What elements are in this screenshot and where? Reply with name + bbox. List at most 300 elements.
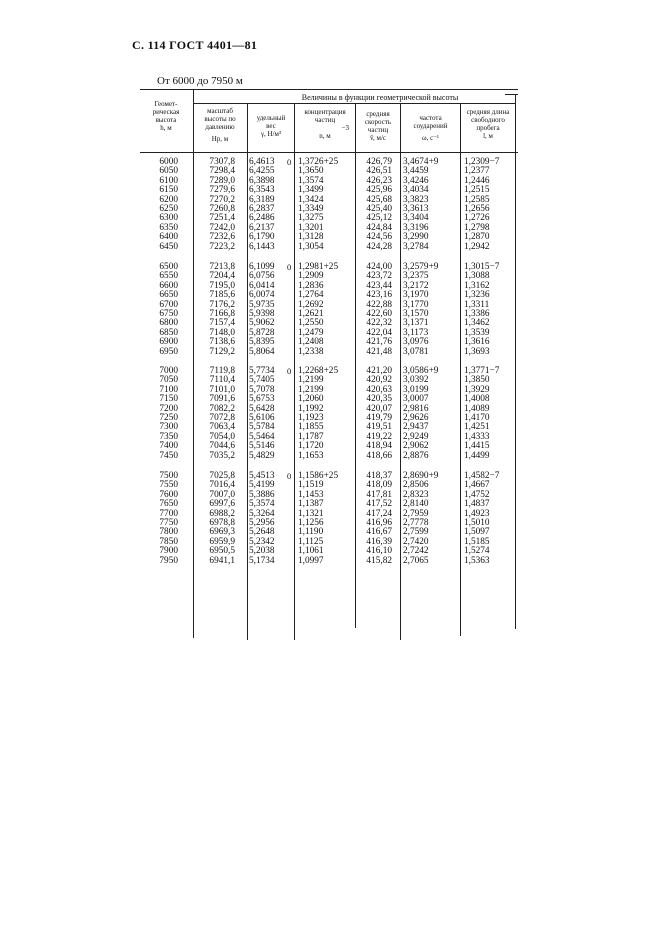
table-cell-l: 1,3850 (464, 375, 490, 386)
table-cell-v: 424,00 (366, 262, 392, 272)
table-cell-v: 425,96 (366, 185, 392, 196)
table-cell-h: 6650 (159, 290, 178, 301)
table-cell-gamma: 5,3574 (249, 499, 275, 510)
table-cell-gamma: 6,1790 (249, 232, 275, 243)
table-cell-l: 1,3386 (464, 309, 490, 319)
table-cell-gamma: 5,7405 (249, 375, 275, 386)
table-cell-gamma: 6,3898 (249, 175, 275, 186)
table-cell-omega: 3,2990 (403, 232, 429, 243)
table-cell-h: 6850 (159, 327, 178, 338)
col-header-h-symbol: h, м (160, 124, 172, 132)
table-cell-h: 7900 (159, 546, 178, 557)
table-cell-gamma: 5,5784 (249, 422, 275, 433)
table-cell-l: 1,5363 (464, 555, 490, 566)
table-cell-hp: 7072,8 (209, 413, 235, 423)
table-cell-gamma: 5,2342 (249, 536, 275, 547)
table-cell-hp: 7279,6 (209, 185, 235, 196)
col-header-v-symbol: v̄, м/с (369, 134, 387, 142)
table-cell-omega: 3,1570 (403, 309, 429, 319)
table-cell-n: 1,1387 (298, 499, 324, 510)
table-cell-v: 416,67 (366, 527, 392, 538)
col-header-l-line3: пробега (476, 124, 500, 132)
table-cell-hp: 7091,6 (209, 394, 235, 405)
table-cell-h: 6950 (159, 346, 178, 357)
table-cell-v: 423,72 (366, 271, 392, 282)
table-cell-omega: 3,3196 (403, 222, 429, 233)
range-title: От 6000 до 7950 м (157, 75, 243, 87)
table-cell-gamma: 5,2648 (249, 527, 275, 538)
table-cell-hp: 7025,8 (209, 471, 235, 481)
table-cell-l: 1,2515 (464, 185, 490, 196)
table-cell-hp: 7204,4 (209, 271, 235, 282)
table-cell-n: 1,2408 (298, 337, 324, 348)
table-cell-v: 420,63 (366, 384, 392, 395)
table-cell-h: 7700 (159, 508, 178, 519)
col-header-omega-line2: соударений (413, 122, 448, 130)
table-cell-omega: 2,9626 (403, 413, 429, 423)
table-cell-n: 1,2909 (298, 271, 324, 282)
table-cell-n: 1,0997 (298, 555, 324, 566)
table-cell-omega: 2,9249 (403, 431, 429, 442)
col-divider-6 (460, 103, 461, 636)
table-cell-hp: 7110,4 (209, 375, 235, 386)
table-cell-hp: 7289,0 (209, 175, 235, 186)
table-cell-l: 1,2585 (464, 194, 490, 205)
table-cell-gamma: 6,0414 (249, 280, 275, 291)
table-cell-h: 6900 (159, 337, 178, 348)
table-cell-v: 418,37 (366, 471, 392, 481)
table-cell-l: 1,5097 (464, 527, 490, 538)
col-header-gamma-symbol: γ, Н/м³ (260, 130, 282, 138)
table-cell-n: 1,2060 (298, 394, 324, 405)
col-header-v (356, 110, 400, 142)
table-cell-h: 7400 (159, 441, 178, 452)
table-cell-h: 6150 (159, 185, 178, 196)
table-cell-n: 1,3349 (298, 204, 324, 214)
table-cell-hp: 7213,8 (209, 262, 235, 272)
table-cell-l: 1,4089 (464, 403, 490, 414)
table-cell-gamma: 5,5146 (249, 441, 275, 452)
table-cell-hp: 6997,6 (209, 499, 235, 510)
table-cell-gamma: 5,8728 (249, 327, 275, 338)
table-cell-h: 7300 (159, 422, 178, 433)
table-cell-hp: 7270,2 (209, 194, 235, 205)
table-cell-omega: 2,9062 (403, 441, 429, 452)
table-cell-v: 425,40 (366, 204, 392, 214)
table-cell-v: 424,84 (366, 222, 392, 233)
header-bottom-rule (140, 152, 518, 153)
table-cell-hp: 7232,6 (209, 232, 235, 243)
table-cell-gamma: 5,8064 (249, 346, 275, 357)
table-cell-v: 425,68 (366, 194, 392, 205)
col-header-h-line3: высота (155, 116, 177, 124)
gamma-exponent: 0 (287, 366, 292, 376)
table-cell-l: 1,3015−7 (464, 262, 500, 272)
col-divider-5 (400, 103, 401, 640)
table-cell-omega: 2,9816 (403, 403, 429, 414)
table-cell-v: 417,52 (366, 499, 392, 510)
table-cell-n: 1,1453 (298, 489, 324, 500)
table-cell-v: 420,35 (366, 394, 392, 405)
table-cell-v: 418,09 (366, 480, 392, 491)
table-cell-l: 1,2942 (464, 241, 490, 252)
table-cell-v: 426,51 (366, 166, 392, 177)
table-cell-l: 1,5010 (464, 518, 490, 528)
table-cell-hp: 7016,4 (209, 480, 235, 491)
table-cell-n: 1,1321 (298, 508, 324, 519)
table-cell-n: 1,3128 (298, 232, 324, 243)
table-cell-v: 419,51 (366, 422, 392, 433)
col-header-h (140, 100, 192, 132)
col-header-l-symbol: l, м (483, 132, 493, 140)
table-cell-v: 422,60 (366, 309, 392, 319)
table-cell-l: 1,5274 (464, 546, 490, 557)
table-cell-gamma: 6,2486 (249, 213, 275, 224)
col-header-h-line1: Геомет- (154, 100, 178, 108)
table-cell-gamma: 6,4255 (249, 166, 275, 177)
table-cell-hp: 6988,2 (209, 508, 235, 519)
table-cell-gamma: 5,4513 (249, 471, 275, 481)
table-cell-l: 1,4752 (464, 489, 490, 500)
table-cell-omega: 3,0586+9 (403, 366, 439, 376)
table-cell-h: 6750 (159, 309, 178, 319)
table-cell-l: 1,4415 (464, 441, 490, 452)
table-cell-n: 1,1653 (298, 450, 324, 461)
table-cell-hp: 7129,2 (209, 346, 235, 357)
col-header-n-line2: частиц (314, 116, 336, 124)
col-header-l-line1: средняя длина (466, 108, 510, 116)
table-cell-gamma: 5,5464 (249, 431, 275, 442)
table-cell-omega: 3,0976 (403, 337, 429, 348)
col-header-n-line1: концентрация (304, 108, 346, 116)
table-cell-n: 1,2764 (298, 290, 324, 301)
table-cell-gamma: 6,1099 (249, 262, 275, 272)
table-cell-omega: 2,9437 (403, 422, 429, 433)
table-cell-gamma: 5,9398 (249, 309, 275, 319)
group-header: Величины в функции геометрической высоты (301, 93, 459, 102)
gamma-exponent: 0 (287, 471, 292, 481)
table-cell-l: 1,2726 (464, 213, 490, 224)
table-cell-hp: 7082,2 (209, 403, 235, 414)
table-cell-l: 1,3539 (464, 327, 490, 338)
table-cell-l: 1,4499 (464, 450, 490, 461)
table-cell-h: 7750 (159, 518, 178, 528)
table-cell-l: 1,5185 (464, 536, 490, 547)
table-cell-v: 421,20 (366, 366, 392, 376)
table-cell-gamma: 5,3886 (249, 489, 275, 500)
table-cell-v: 424,28 (366, 241, 392, 252)
table-cell-h: 7000 (159, 366, 178, 376)
col-header-omega-line1: частота (419, 114, 442, 122)
table-cell-h: 6200 (159, 194, 178, 205)
table-cell-l: 1,4251 (464, 422, 490, 433)
table-cell-hp: 7185,6 (209, 290, 235, 301)
table-cell-hp: 7166,8 (209, 309, 235, 319)
table-cell-gamma: 6,3543 (249, 185, 275, 196)
col-divider-7 (515, 94, 516, 629)
table-cell-omega: 3,2579+9 (403, 262, 439, 272)
table-cell-omega: 2,7599 (403, 527, 429, 538)
table-cell-l: 1,3162 (464, 280, 490, 291)
table-cell-n: 1,2199 (298, 384, 324, 395)
table-cell-n: 1,1923 (298, 413, 324, 423)
table-cell-v: 420,07 (366, 403, 392, 414)
table-cell-hp: 6978,8 (209, 518, 235, 528)
col-header-gamma-line2: вес (266, 122, 276, 130)
table-cell-v: 417,24 (366, 508, 392, 519)
table-cell-v: 426,23 (366, 175, 392, 186)
table-cell-h: 7150 (159, 394, 178, 405)
table-cell-omega: 2,8140 (403, 499, 429, 510)
col-header-v-line1: средняя (366, 110, 390, 118)
table-cell-gamma: 5,2956 (249, 518, 275, 528)
table-cell-h: 6000 (159, 157, 178, 167)
table-cell-n: 1,1720 (298, 441, 324, 452)
table-cell-n: 1,1519 (298, 480, 324, 491)
table-cell-hp: 7298,4 (209, 166, 235, 177)
table-cell-n: 1,2338 (298, 346, 324, 357)
table-cell-l: 1,2870 (464, 232, 490, 243)
table-cell-omega: 2,7778 (403, 518, 429, 528)
col-header-hp (194, 107, 246, 143)
table-cell-n: 1,2836 (298, 280, 324, 291)
table-cell-gamma: 6,2837 (249, 204, 275, 214)
table-cell-hp: 7176,2 (209, 299, 235, 310)
table-cell-gamma: 6,2137 (249, 222, 275, 233)
col-divider-2 (247, 103, 248, 640)
table-cell-gamma: 5,4199 (249, 480, 275, 491)
table-cell-hp: 7101,0 (209, 384, 235, 395)
table-cell-gamma: 5,1734 (249, 555, 275, 566)
table-cell-n: 1,2268+25 (298, 366, 339, 376)
table-cell-omega: 3,0199 (403, 384, 429, 395)
col-header-v-line3: частиц (367, 126, 389, 134)
table-cell-gamma: 5,8395 (249, 337, 275, 348)
table-cell-hp: 7044,6 (209, 441, 235, 452)
table-cell-omega: 2,8506 (403, 480, 429, 491)
table-cell-gamma: 6,3189 (249, 194, 275, 205)
table-cell-omega: 3,2172 (403, 280, 429, 291)
table-cell-n: 1,3054 (298, 241, 324, 252)
table-cell-v: 424,56 (366, 232, 392, 243)
table-cell-h: 6400 (159, 232, 178, 243)
table-cell-n: 1,2479 (298, 327, 324, 338)
table-cell-l: 1,3693 (464, 346, 490, 357)
table-cell-omega: 3,4034 (403, 185, 429, 196)
table-cell-l: 1,3616 (464, 337, 490, 348)
table-cell-hp: 7148,0 (209, 327, 235, 338)
table-cell-gamma: 6,1443 (249, 241, 275, 252)
table-cell-omega: 3,3404 (403, 213, 429, 224)
col-header-gamma (248, 114, 294, 138)
table-cell-v: 418,94 (366, 441, 392, 452)
table-cell-n: 1,2199 (298, 375, 324, 386)
page-header: С. 114 ГОСТ 4401—81 (132, 38, 258, 52)
table-cell-h: 7500 (159, 471, 178, 481)
table-cell-n: 1,1061 (298, 546, 324, 557)
table-cell-v: 418,66 (366, 450, 392, 461)
table-cell-h: 6600 (159, 280, 178, 291)
table-cell-n: 1,1125 (298, 536, 324, 547)
table-cell-gamma: 5,9062 (249, 318, 275, 329)
table-cell-n: 1,2550 (298, 318, 324, 329)
table-cell-gamma: 5,3264 (249, 508, 275, 519)
table-cell-v: 421,76 (366, 337, 392, 348)
table-cell-h: 7100 (159, 384, 178, 395)
table-cell-hp: 7138,6 (209, 337, 235, 348)
table-cell-h: 6700 (159, 299, 178, 310)
table-cell-n: 1,3424 (298, 194, 324, 205)
table-cell-omega: 3,3613 (403, 204, 429, 214)
table-cell-omega: 2,7242 (403, 546, 429, 557)
table-cell-n: 1,1992 (298, 403, 324, 414)
table-cell-omega: 2,8690+9 (403, 471, 439, 481)
table-cell-n: 1,3201 (298, 222, 324, 233)
table-cell-v: 422,88 (366, 299, 392, 310)
table-cell-h: 7650 (159, 499, 178, 510)
table-cell-n: 1,1256 (298, 518, 324, 528)
table-cell-hp: 6959,9 (209, 536, 235, 547)
table-cell-l: 1,4667 (464, 480, 490, 491)
table-cell-omega: 3,4674+9 (403, 157, 439, 167)
table-cell-l: 1,2446 (464, 175, 490, 186)
table-cell-hp: 7307,8 (209, 157, 235, 167)
table-cell-n: 1,1190 (298, 527, 324, 538)
table-cell-omega: 2,7065 (403, 555, 429, 566)
col-header-n (295, 108, 355, 140)
table-cell-hp: 6941,1 (209, 555, 235, 566)
table-cell-l: 1,3088 (464, 271, 490, 282)
table-cell-l: 1,4008 (464, 394, 490, 405)
col-divider-1 (193, 89, 194, 638)
table-cell-h: 7600 (159, 489, 178, 500)
table-cell-gamma: 5,6753 (249, 394, 275, 405)
table-cell-hp: 7007,0 (209, 489, 235, 500)
gamma-exponent: 0 (287, 157, 292, 167)
table-cell-v: 422,04 (366, 327, 392, 338)
table-cell-gamma: 6,4613 (249, 157, 275, 167)
table-cell-v: 416,39 (366, 536, 392, 547)
table-cell-hp: 6950,5 (209, 546, 235, 557)
table-cell-n: 1,3650 (298, 166, 324, 177)
table-cell-v: 425,12 (366, 213, 392, 224)
table-cell-omega: 3,4459 (403, 166, 429, 177)
col-header-n-symbol: n, м (319, 132, 331, 140)
table-cell-v: 417,81 (366, 489, 392, 500)
table-cell-omega: 3,1371 (403, 318, 429, 329)
col-header-omega-symbol: ω, с⁻¹ (421, 134, 439, 142)
col-header-gamma-line1: удельный (256, 114, 286, 122)
table-cell-v: 416,96 (366, 518, 392, 528)
table-cell-hp: 7242,0 (209, 222, 235, 233)
group-header-rule (193, 103, 515, 104)
table-cell-omega: 3,3823 (403, 194, 429, 205)
table-cell-n: 1,1586+25 (298, 471, 339, 481)
table-cell-l: 1,2798 (464, 222, 490, 233)
table-cell-l: 1,4170 (464, 413, 490, 423)
table-cell-n: 1,3574 (298, 175, 324, 186)
table-cell-omega: 3,0781 (403, 346, 429, 357)
table-cell-omega: 3,1173 (403, 327, 429, 338)
table-cell-h: 6800 (159, 318, 178, 329)
table-cell-h: 7450 (159, 450, 178, 461)
table-cell-l: 1,4333 (464, 431, 490, 442)
col-header-omega (401, 114, 460, 142)
table-cell-h: 6250 (159, 204, 178, 214)
table-cell-gamma: 6,0074 (249, 290, 275, 301)
table-cell-omega: 3,0007 (403, 394, 429, 405)
table-cell-h: 7850 (159, 536, 178, 547)
col-header-l (461, 108, 515, 140)
table-cell-n: 1,1787 (298, 431, 324, 442)
table-cell-omega: 2,7959 (403, 508, 429, 519)
table-cell-h: 6300 (159, 213, 178, 224)
table-cell-n: 1,2621 (298, 309, 324, 319)
table-cell-hp: 7157,4 (209, 318, 235, 329)
table-cell-hp: 7223,2 (209, 241, 235, 252)
table-cell-l: 1,2309−7 (464, 157, 500, 167)
table-cell-v: 415,82 (366, 555, 392, 566)
table-cell-hp: 7260,8 (209, 204, 235, 214)
table-cell-l: 1,2656 (464, 204, 490, 214)
table-cell-v: 419,22 (366, 431, 392, 442)
table-cell-v: 426,79 (366, 157, 392, 167)
table-cell-v: 421,48 (366, 346, 392, 357)
table-cell-gamma: 5,6106 (249, 413, 275, 423)
table-cell-n: 1,3275 (298, 213, 324, 224)
table-cell-gamma: 6,0756 (249, 271, 275, 282)
table-cell-h: 7050 (159, 375, 178, 386)
table-cell-h: 6550 (159, 271, 178, 282)
gamma-exponent: 0 (287, 262, 292, 272)
table-cell-omega: 3,2375 (403, 271, 429, 282)
table-cell-omega: 2,8876 (403, 450, 429, 461)
table-cell-v: 423,16 (366, 290, 392, 301)
table-cell-l: 1,3929 (464, 384, 490, 395)
table-cell-h: 6350 (159, 222, 178, 233)
table-cell-h: 7950 (159, 555, 178, 566)
col-header-hp-symbol: Hp, м (211, 135, 229, 143)
table-cell-hp: 7195,0 (209, 280, 235, 291)
table-cell-h: 7250 (159, 413, 178, 423)
col-divider-3 (294, 103, 295, 640)
col-header-hp-line3: давлению (205, 123, 235, 131)
table-cell-gamma: 5,7078 (249, 384, 275, 395)
table-cell-hp: 7054,0 (209, 431, 235, 442)
table-cell-hp: 6969,3 (209, 527, 235, 538)
table-cell-l: 1,2377 (464, 166, 490, 177)
table-cell-omega: 3,0392 (403, 375, 429, 386)
table-cell-hp: 7035,2 (209, 450, 235, 461)
table-cell-gamma: 5,2038 (249, 546, 275, 557)
table-cell-n: 1,1855 (298, 422, 324, 433)
col-header-v-line2: скорость (364, 118, 392, 126)
table-cell-l: 1,3311 (464, 299, 490, 310)
table-cell-l: 1,3462 (464, 318, 490, 329)
table-cell-omega: 3,1970 (403, 290, 429, 301)
col-header-l-line2: свободного (471, 116, 505, 124)
table-cell-h: 7550 (159, 480, 178, 491)
table-cell-l: 1,4837 (464, 499, 490, 510)
table-cell-l: 1,4582−7 (464, 471, 500, 481)
table-cell-omega: 3,2784 (403, 241, 429, 252)
table-cell-gamma: 5,9735 (249, 299, 275, 310)
table-cell-v: 416,10 (366, 546, 392, 557)
table-top-rule (140, 89, 518, 90)
table-cell-v: 422,32 (366, 318, 392, 329)
table-cell-omega: 3,4246 (403, 175, 429, 186)
table-cell-l: 1,4923 (464, 508, 490, 519)
